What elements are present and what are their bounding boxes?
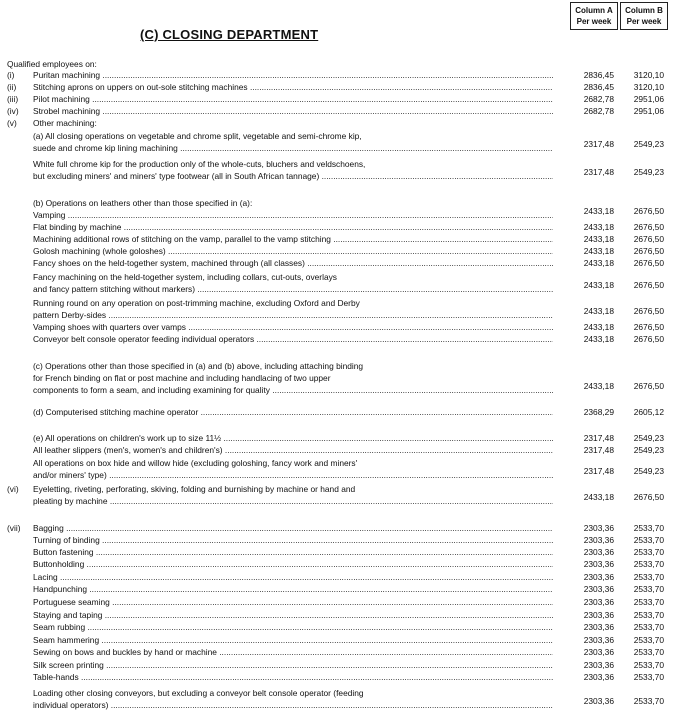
row-number: (v) (7, 118, 17, 128)
row-description: Seam rubbing ..... (33, 622, 553, 634)
row-description: (b) Operations on leathers other than those specified in (a): (33, 198, 253, 208)
row-number: (iv) (7, 106, 19, 116)
column-a-value: 2317,48 (583, 167, 614, 177)
row-description: individual operators) ..... (33, 700, 553, 712)
column-b-value: 3120,10 (633, 70, 664, 80)
column-a-value: 2303,36 (583, 660, 614, 670)
column-a-value: 2433,18 (583, 222, 614, 232)
column-b-value: 2549,23 (633, 139, 664, 149)
column-a-value: 2317,48 (583, 139, 614, 149)
column-a-header (570, 2, 618, 30)
column-b-value: 2676,50 (633, 222, 664, 232)
row-number: (vi) (7, 484, 19, 494)
column-b-title: Column B (625, 6, 663, 15)
column-a-value: 2317,48 (583, 466, 614, 476)
column-a-value: 2433,18 (583, 258, 614, 268)
row-description: Buttonholding ..... (33, 559, 553, 571)
row-description: Eyeletting, riveting, perforating, skiving, folding and burnishing by machine or hand and (33, 484, 356, 494)
column-b-value: 2533,70 (633, 572, 664, 582)
row-description: Fancy machining on the held-together system, including collars, cut-outs, overlays (33, 272, 337, 282)
row-description: Flat binding by machine ..... (33, 222, 553, 234)
row-description: (e) All operations on children's work up to size 11½ ..... (33, 433, 553, 445)
column-b-subtitle: Per week (626, 17, 662, 26)
column-b-value: 2533,70 (633, 635, 664, 645)
column-a-value: 2433,18 (583, 322, 614, 332)
column-b-value: 2549,23 (633, 466, 664, 476)
column-b-value: 2533,70 (633, 622, 664, 632)
column-a-value: 2433,18 (583, 306, 614, 316)
row-description: pleating by machine ..... (33, 496, 553, 508)
column-b-value: 2549,23 (633, 433, 664, 443)
row-description: Running round on any operation on post-trimming machine, excluding Oxford and Derby (33, 298, 360, 308)
column-b-value: 2676,50 (633, 492, 664, 502)
row-description: suede and chrome kip lining machining ..... (33, 143, 553, 155)
row-description: and fancy pattern stitching without markers) ..... (33, 284, 553, 296)
column-a-value: 2433,18 (583, 381, 614, 391)
row-description: Other machining: (33, 118, 97, 128)
column-b-value: 2533,70 (633, 672, 664, 682)
column-b-value: 2533,70 (633, 610, 664, 620)
column-b-value: 2676,50 (633, 258, 664, 268)
row-description: Bagging ..... (33, 523, 553, 535)
column-b-value: 3120,10 (633, 82, 664, 92)
column-b-value: 2676,50 (633, 381, 664, 391)
column-a-value: 2303,36 (583, 572, 614, 582)
row-description: (c) Operations other than those specified in (a) and (b) above, including attaching binding (33, 361, 364, 371)
row-description: but excluding miners' and miners' type footwear (all in South African tannage) ..... (33, 171, 553, 183)
row-description: Staying and taping ..... (33, 610, 553, 622)
column-a-value: 2368,29 (583, 407, 614, 417)
row-description: Handpunching ..... (33, 584, 553, 596)
column-a-value: 2303,36 (583, 547, 614, 557)
row-description: Lacing ..... (33, 572, 553, 584)
column-a-value: 2682,78 (583, 106, 614, 116)
row-description: All operations on box hide and willow hide (excluding goloshing, fancy work and miners' (33, 458, 358, 468)
column-a-subtitle: Per week (576, 17, 612, 26)
column-b-value: 2549,23 (633, 167, 664, 177)
column-b-value: 2676,50 (633, 280, 664, 290)
column-b-value: 2676,50 (633, 334, 664, 344)
row-description: Seam hammering ..... (33, 635, 553, 647)
column-b-value: 2676,50 (633, 322, 664, 332)
row-description: Conveyor belt console operator feeding individual operators ..... (33, 334, 553, 346)
column-a-value: 2303,36 (583, 535, 614, 545)
row-description: Silk screen printing ..... (33, 660, 553, 672)
row-description: and/or miners' type) ..... (33, 470, 553, 482)
column-a-value: 2303,36 (583, 647, 614, 657)
row-description: All leather slippers (men's, women's and children's) ..... (33, 445, 553, 457)
column-b-value: 2533,70 (633, 647, 664, 657)
row-description: White full chrome kip for the production only of the whole-cuts, bluchers and veldschoens, (33, 159, 366, 169)
row-description: Vamping ..... (33, 210, 553, 222)
row-description: Machining additional rows of stitching on the vamp, parallel to the vamp stitching ..... (33, 234, 553, 246)
column-a-title: Column A (575, 6, 613, 15)
row-description: (a) All closing operations on vegetable and chrome split, vegetable and semi-chrome kip, (33, 131, 362, 141)
row-description: components to form a seam, and including examining for quality ..... (33, 385, 553, 397)
column-b-value: 2533,70 (633, 584, 664, 594)
column-b-value: 2951,06 (633, 106, 664, 116)
row-number: (i) (7, 70, 15, 80)
column-a-value: 2303,36 (583, 696, 614, 706)
row-description: Table-hands ..... (33, 672, 553, 684)
column-a-value: 2303,36 (583, 584, 614, 594)
column-b-value: 2533,70 (633, 660, 664, 670)
row-description: Puritan machining ..... (33, 70, 553, 82)
column-b-value: 2533,70 (633, 559, 664, 569)
row-description: Loading other closing conveyors, but excluding a conveyor belt console operator (feeding (33, 688, 364, 698)
column-a-value: 2433,18 (583, 280, 614, 290)
column-b-value: 2605,12 (633, 407, 664, 417)
column-a-value: 2682,78 (583, 94, 614, 104)
column-b-value: 2676,50 (633, 206, 664, 216)
column-b-value: 2533,70 (633, 547, 664, 557)
row-description: Stitching aprons on uppers on out-sole stitching machines ..... (33, 82, 553, 94)
column-b-value: 2676,50 (633, 306, 664, 316)
row-number: (ii) (7, 82, 17, 92)
row-number: (iii) (7, 94, 19, 104)
row-description: Pilot machining ..... (33, 94, 553, 106)
page-title: (C) CLOSING DEPARTMENT (140, 27, 319, 42)
row-description: for French binding on flat or post machine and including handlacing of two upper (33, 373, 331, 383)
row-description: Golosh machining (whole goloshes) ..... (33, 246, 553, 258)
column-b-value: 2533,70 (633, 597, 664, 607)
column-a-value: 2836,45 (583, 70, 614, 80)
intro-text: Qualified employees on: (7, 59, 97, 69)
column-a-value: 2433,18 (583, 334, 614, 344)
column-a-value: 2433,18 (583, 206, 614, 216)
column-a-value: 2303,36 (583, 559, 614, 569)
column-a-value: 2836,45 (583, 82, 614, 92)
column-a-value: 2317,48 (583, 445, 614, 455)
row-number: (vii) (7, 523, 21, 533)
row-description: Portuguese seaming ..... (33, 597, 553, 609)
column-a-value: 2303,36 (583, 672, 614, 682)
column-b-value: 2533,70 (633, 535, 664, 545)
row-description: (d) Computerised stitching machine operator ..... (33, 407, 553, 419)
column-a-value: 2433,18 (583, 234, 614, 244)
column-b-value: 2676,50 (633, 234, 664, 244)
row-description: Fancy shoes on the held-together system, machined through (all classes) ..... (33, 258, 553, 270)
column-a-value: 2303,36 (583, 610, 614, 620)
row-description: Sewing on bows and buckles by hand or machine ..... (33, 647, 553, 659)
column-a-value: 2303,36 (583, 622, 614, 632)
column-a-value: 2433,18 (583, 492, 614, 502)
column-b-value: 2676,50 (633, 246, 664, 256)
column-a-value: 2317,48 (583, 433, 614, 443)
row-description: Strobel machining ..... (33, 106, 553, 118)
column-b-header (620, 2, 668, 30)
column-b-value: 2533,70 (633, 523, 664, 533)
row-description: Turning of binding ..... (33, 535, 553, 547)
column-a-value: 2303,36 (583, 635, 614, 645)
column-a-value: 2303,36 (583, 597, 614, 607)
row-description: Vamping shoes with quarters over vamps ..... (33, 322, 553, 334)
row-description: Button fastening ..... (33, 547, 553, 559)
row-description: pattern Derby-sides ..... (33, 310, 553, 322)
column-b-value: 2549,23 (633, 445, 664, 455)
column-a-value: 2433,18 (583, 246, 614, 256)
column-a-value: 2303,36 (583, 523, 614, 533)
column-b-value: 2951,06 (633, 94, 664, 104)
column-b-value: 2533,70 (633, 696, 664, 706)
